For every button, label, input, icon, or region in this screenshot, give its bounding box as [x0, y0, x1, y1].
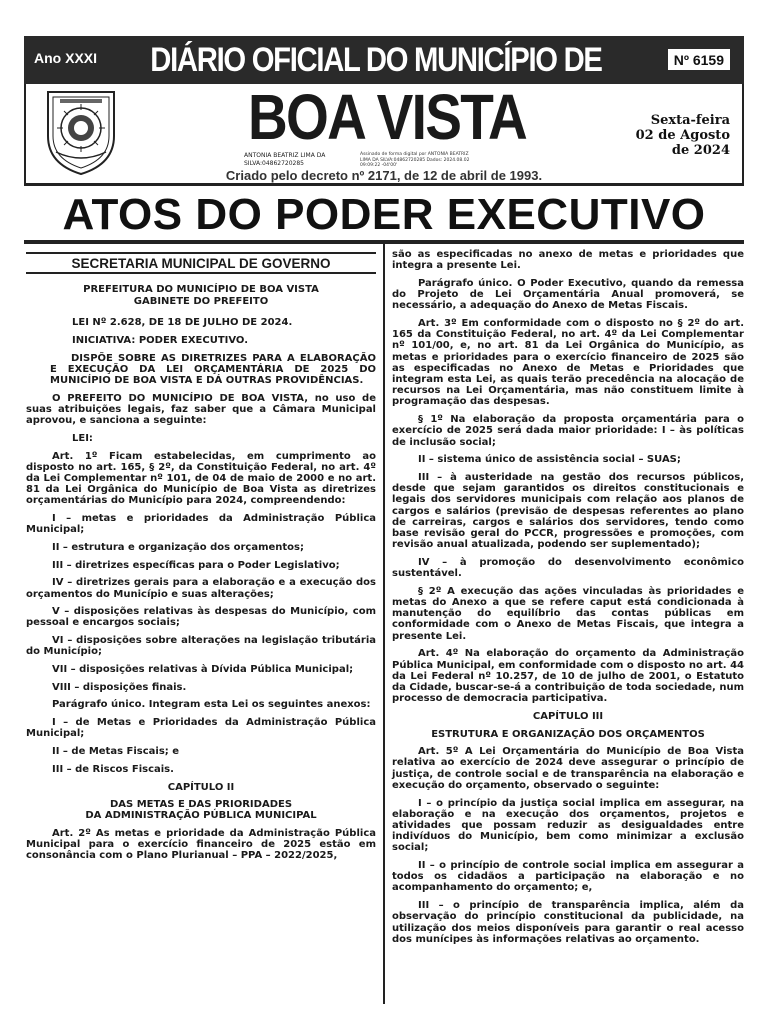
decree-line: Criado pelo decreto nº 2171, de 12 de abril de 1993. [225, 168, 543, 183]
article-1: Art. 1º Ficam estabelecidas, em cumprimento ao disposto no art. 165, § 2º, da Constituição Federal, no art. 4º da Lei Complementar nº 101, de 04 de maio de 2000 e no art. 81 da Lei Orgânica do Município de Boa Vista as diretrizes orçamentárias do Município para 2024, compreendendo: [26, 450, 376, 507]
article-1-item: V – disposições relativas às despesas do Município, com pessoal e encargos sociais; [26, 606, 376, 629]
principle-item: III – o princípio de transparência implica, além da observação do princípio constitucional da publicidade, na utilização dos meios disponíveis para garantir o real acesso dos munícipes às informações relativas ao orçamento. [392, 900, 744, 945]
chapter-2-title-2: DA ADMINISTRAÇÃO PÚBLICA MUNICIPAL [85, 810, 317, 822]
article-2-paragraph-unico: Parágrafo único. O Poder Executivo, quando da remessa do Projeto de Lei Orçamentária Anual promoverá, se necessário, a adequação do Anexo de Metas Fiscais. [392, 277, 744, 312]
article-1-item: II – estrutura e organização dos orçamentos; [52, 541, 305, 553]
masthead-bar [24, 36, 744, 84]
article-3-par-1: § 1º Na elaboração da proposta orçamentária para o exercício de 2025 será dada maior prioridade: I – às políticas de inclusão social; [392, 414, 744, 448]
article-1-item: VII – disposições relativas à Dívida Pública Municipal; [52, 664, 354, 676]
article-1-item: VIII – disposições finais. [52, 681, 187, 693]
principle-item: II – o princípio de controle social implica em assegurar a todos os cidadãos a participação na elaboração e no acompanhamento do orçamento; e, [392, 860, 744, 894]
newspaper-title: DIÁRIO OFICIAL DO MUNICÍPIO DE [150, 41, 602, 79]
priority-item: IV – à promoção do desenvolvimento econômico sustentável. [392, 556, 744, 580]
office-heading [26, 284, 376, 307]
preamble: O PREFEITO DO MUNICÍPIO DE BOA VISTA, no uso de suas atribuições legais, faz saber que a Câmara Municipal aprovou, e sanciona a seguinte: [26, 392, 376, 427]
column-divider [383, 244, 385, 1004]
initiative-line: INICIATIVA: PODER EXECUTIVO. [72, 334, 249, 346]
law-number: LEI Nº 2.628, DE 18 DE JULHO DE 2024. [72, 317, 293, 329]
left-column [26, 252, 376, 868]
article-1-item: VI – disposições sobre alterações na legislação tributária do Município; [26, 635, 376, 658]
weekday: Sexta-feira [650, 113, 730, 128]
annex-item: I – de Metas e Prioridades da Administração Pública Municipal; [26, 717, 376, 740]
article-4: Art. 4º Na elaboração do orçamento da Administração Pública Municipal, em conformidade com o disposto no art. 44 da Lei Federal nº 10.257, de 10 de julho de 2001, o Estatuto da Cidade, buscar-se-á a contribuição de toda sociedade, num processo de democracia participativa. [392, 648, 744, 705]
publication-date [636, 113, 730, 158]
article-1-item: I – metas e prioridades da Administração Pública Municipal; [26, 513, 376, 536]
chapter-2-title-1: DAS METAS E DAS PRIORIDADES [109, 799, 293, 811]
principle-item: I – o princípio da justiça social implica em assegurar, na elaboração e na execução dos orçamentos, projetos e atividades que possam reduzir as desigualdades entre indivíduos do Município, bem como minimizar a exclusão social; [392, 797, 744, 854]
article-3: Art. 3º Em conformidade com o disposto no § 2º do art. 165 da Constituição Federal, no art. 4º da Lei Complementar nº 101/00, e, no art. 81 da Lei Orgânica do Município, as metas e prioridades para o exercício financeiro de 2025 são as especificadas no Anexo de Metas e Prioridades que integram esta Lei, as quais terão precedência na alocação de recursos na Lei Orçamentária, mas não constituem limite à programação das despesas. [392, 318, 744, 408]
priority-item: III – à austeridade na gestão dos recursos públicos, desde que sejam garantidos os direitos constitucionais e legais dos servidores municipais com relação aos planos de cargos e salários (previsão de despesas referentes ao plano de carreiras, cargos e salários dos servidores, tendo como base revisão geral do PCCR, progressões e promoções, com revisão anual atualizada, podendo ser suplementado); [392, 471, 744, 551]
law-summary: DISPÕE SOBRE AS DIRETRIZES PARA A ELABORAÇÃO E EXECUÇÃO DA LEI ORÇAMENTÁRIA DE 2025 DO MUNICÍPIO DE BOA VISTA E DÁ OUTRAS PROVIDÊNCIAS. [50, 352, 376, 387]
edition-number: Nº 6159 [668, 49, 730, 70]
priority-item: II – sistema único de assistência social – SUAS; [418, 454, 681, 466]
digital-signature-note: Assinado de forma digital por ANTONIA BEATRIZ LIMA DA SILVA:04862720285 Dados: 2024.08.02 09:09:22 -04'00' [360, 152, 470, 168]
chapter-2-heading: CAPÍTULO II [167, 781, 235, 793]
lei-label: LEI: [72, 432, 93, 444]
right-column [392, 249, 744, 951]
year-label: Ano XXXI [34, 50, 98, 66]
date-line-1: 02 de Agosto [635, 128, 730, 143]
prefeitura-line: PREFEITURA DO MUNICÍPIO DE BOA VISTA [83, 284, 319, 296]
gabinete-line: GABINETE DO PREFEITO [133, 295, 269, 307]
digital-signature-name: ANTONIA BEATRIZ LIMA DA SILVA:04862720285 [244, 152, 326, 167]
annex-item: III – de Riscos Fiscais. [52, 763, 174, 775]
municipal-seal-icon [40, 86, 122, 176]
paragraph-unico-annexes: Parágrafo único. Integram esta Lei os seguintes anexos: [52, 699, 371, 711]
section-title: ATOS DO PODER EXECUTIVO [62, 190, 706, 239]
masthead [24, 81, 744, 186]
article-1-item: IV – diretrizes gerais para a elaboração e a execução dos orçamentos do Município e suas alterações; [26, 577, 376, 600]
article-5: Art. 5º A Lei Orçamentária do Município de Boa Vista relativa ao exercício de 2024 deve assegurar o princípio de justiça, de controle social e de transparência na elaboração e execução do orçamento, observado o seguinte: [392, 746, 744, 791]
article-1-item: III – diretrizes específicas para o Poder Legislativo; [52, 559, 340, 571]
article-2-continuation: são as especificadas no anexo de metas e prioridades que integra a presente Lei. [392, 249, 744, 272]
chapter-3-title: ESTRUTURA E ORGANIZAÇÃO DOS ORÇAMENTOS [431, 728, 705, 740]
article-3-par-2: § 2º A execução das ações vinculadas às prioridades e metas do Anexo a que se refere caput está condicionada à manutenção do equilíbrio das contas públicas em conformidade com o Anexo de Metas Fiscais, que integra a presente Lei. [392, 585, 744, 642]
secretaria-heading: SECRETARIA MUNICIPAL DE GOVERNO [26, 252, 376, 274]
article-2: Art. 2º As metas e prioridade da Administração Pública Municipal para o exercício financeiro de 2025 estão em consonância com o Plano Plurianual – PPA – 2022/2025, [26, 827, 376, 862]
annex-item: II – de Metas Fiscais; e [52, 746, 180, 758]
city-name: BOA VISTA [248, 81, 527, 153]
date-line-2: de 2024 [671, 143, 730, 158]
chapter-3-heading: CAPÍTULO III [532, 710, 604, 722]
